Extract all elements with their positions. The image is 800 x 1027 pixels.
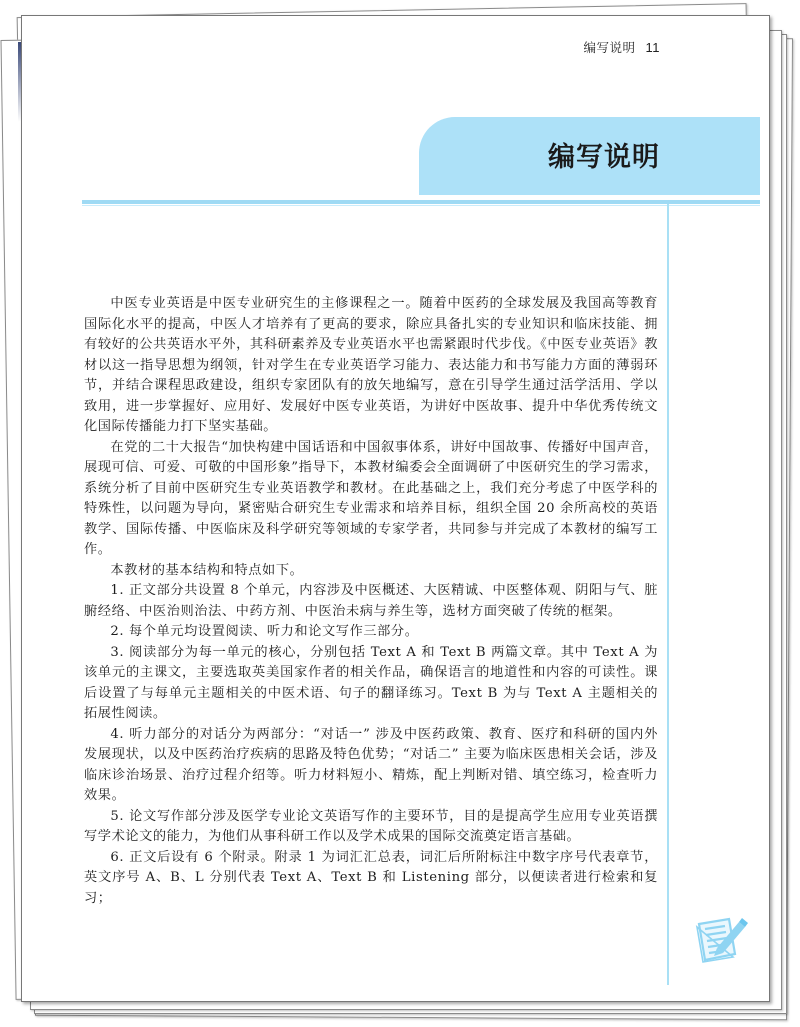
chapter-title-band [419,117,760,195]
running-header-title: 编写说明 [583,40,636,55]
paragraph: 本教材的基本结构和特点如下。 [110,562,304,578]
paragraph: 1. 正文部分共设置 8 个单元，内容涉及中医概述、大医精诚、中医整体观、阴阳与气、脏腑经络、中医治则治法、中药方剂、中医治未病与养生等，选材方面突破了传统的框架。 [84,583,658,619]
paragraph: 5. 论文写作部分涉及医学专业论文英语写作的主要环节，目的是提高学生应用专业英语撰写学术论文的能力，为他们从事科研工作以及学术成果的国际交流奠定语言基础。 [84,808,658,844]
notepad-pencil-icon [695,914,751,966]
title-rule [82,200,760,204]
paragraph: 2. 每个单元均设置阅读、听力和论文写作三部分。 [110,624,419,639]
body-text [84,294,658,909]
paragraph: 在党的二十大报告“加快构建中国话语和中国叙事体系，讲好中国故事、传播好中国声音，展现可信、可爱、可敬的中国形象”指导下，本教材编委会全面调研了中医研究生的学习需求，系统分析了目前中医研究生专业英语教学和教材。在此基础之上，我们充分考虑了中医学科的特殊性，以问题为导向，紧密贴合研究生专业需求和培养目标，组织全国 20 余所高校的英语教学、国际传播、中医临床及科学研究等领域的专家学者，共同参与并完成了本教材的编写工作。 [84,439,658,557]
document-page [21,15,770,1002]
title-rule-thin [82,205,760,206]
running-header [583,38,660,56]
paragraph: 3. 阅读部分为每一单元的核心，分别包括 Text A 和 Text B 两篇文章。其中 Text A 为该单元的主课文，主要选取英美国家作者的相关作品，确保语言的地道性和内容的可读性。课后设置了与每单元主题相关的中医术语、句子的翻译练习。Text B 为与 Text A 主题相关的拓展性阅读。 [84,644,658,721]
page-number: 11 [645,40,660,55]
paragraph: 4. 听力部分的对话分为两部分：“对话一” 涉及中医药政策、教育、医疗和科研的国内外发展现状，以及中医药治疗疾病的思路及特色优势；“对话二” 主要为临床医患相关会话，涉及临床诊治场景、治疗过程介绍等。听力材料短小、精炼，配上判断对错、填空练习，检查听力效果。 [84,726,658,803]
chapter-title: 编写说明 [548,142,660,173]
paragraph: 6. 正文后设有 6 个附录。附录 1 为词汇汇总表，词汇后所附标注中数字序号代表章节，英文序号 A、B、L 分别代表 Text A、Text B 和 Listening 部分，以便读者进行检索和复习； [84,849,658,906]
paragraph: 中医专业英语是中医专业研究生的主修课程之一。随着中医药的全球发展及我国高等教育国际化水平的提高，中医人才培养有了更高的要求，除应具备扎实的专业知识和临床技能、拥有较好的公共英语水平外，其科研素养及专业英语水平也需紧跟时代步伐。《中医专业英语》教材以这一指导思想为纲领，针对学生在专业英语学习能力、表达能力和书写能力方面的薄弱环节，并结合课程思政建设，组织专家团队有的放矢地编写，意在引导学生通过活学活用、学以致用，进一步掌握好、应用好、发展好中医专业英语，为讲好中医故事、提升中华优秀传统文化国际传播能力打下坚实基础。 [84,296,658,434]
margin-rule [667,204,669,985]
